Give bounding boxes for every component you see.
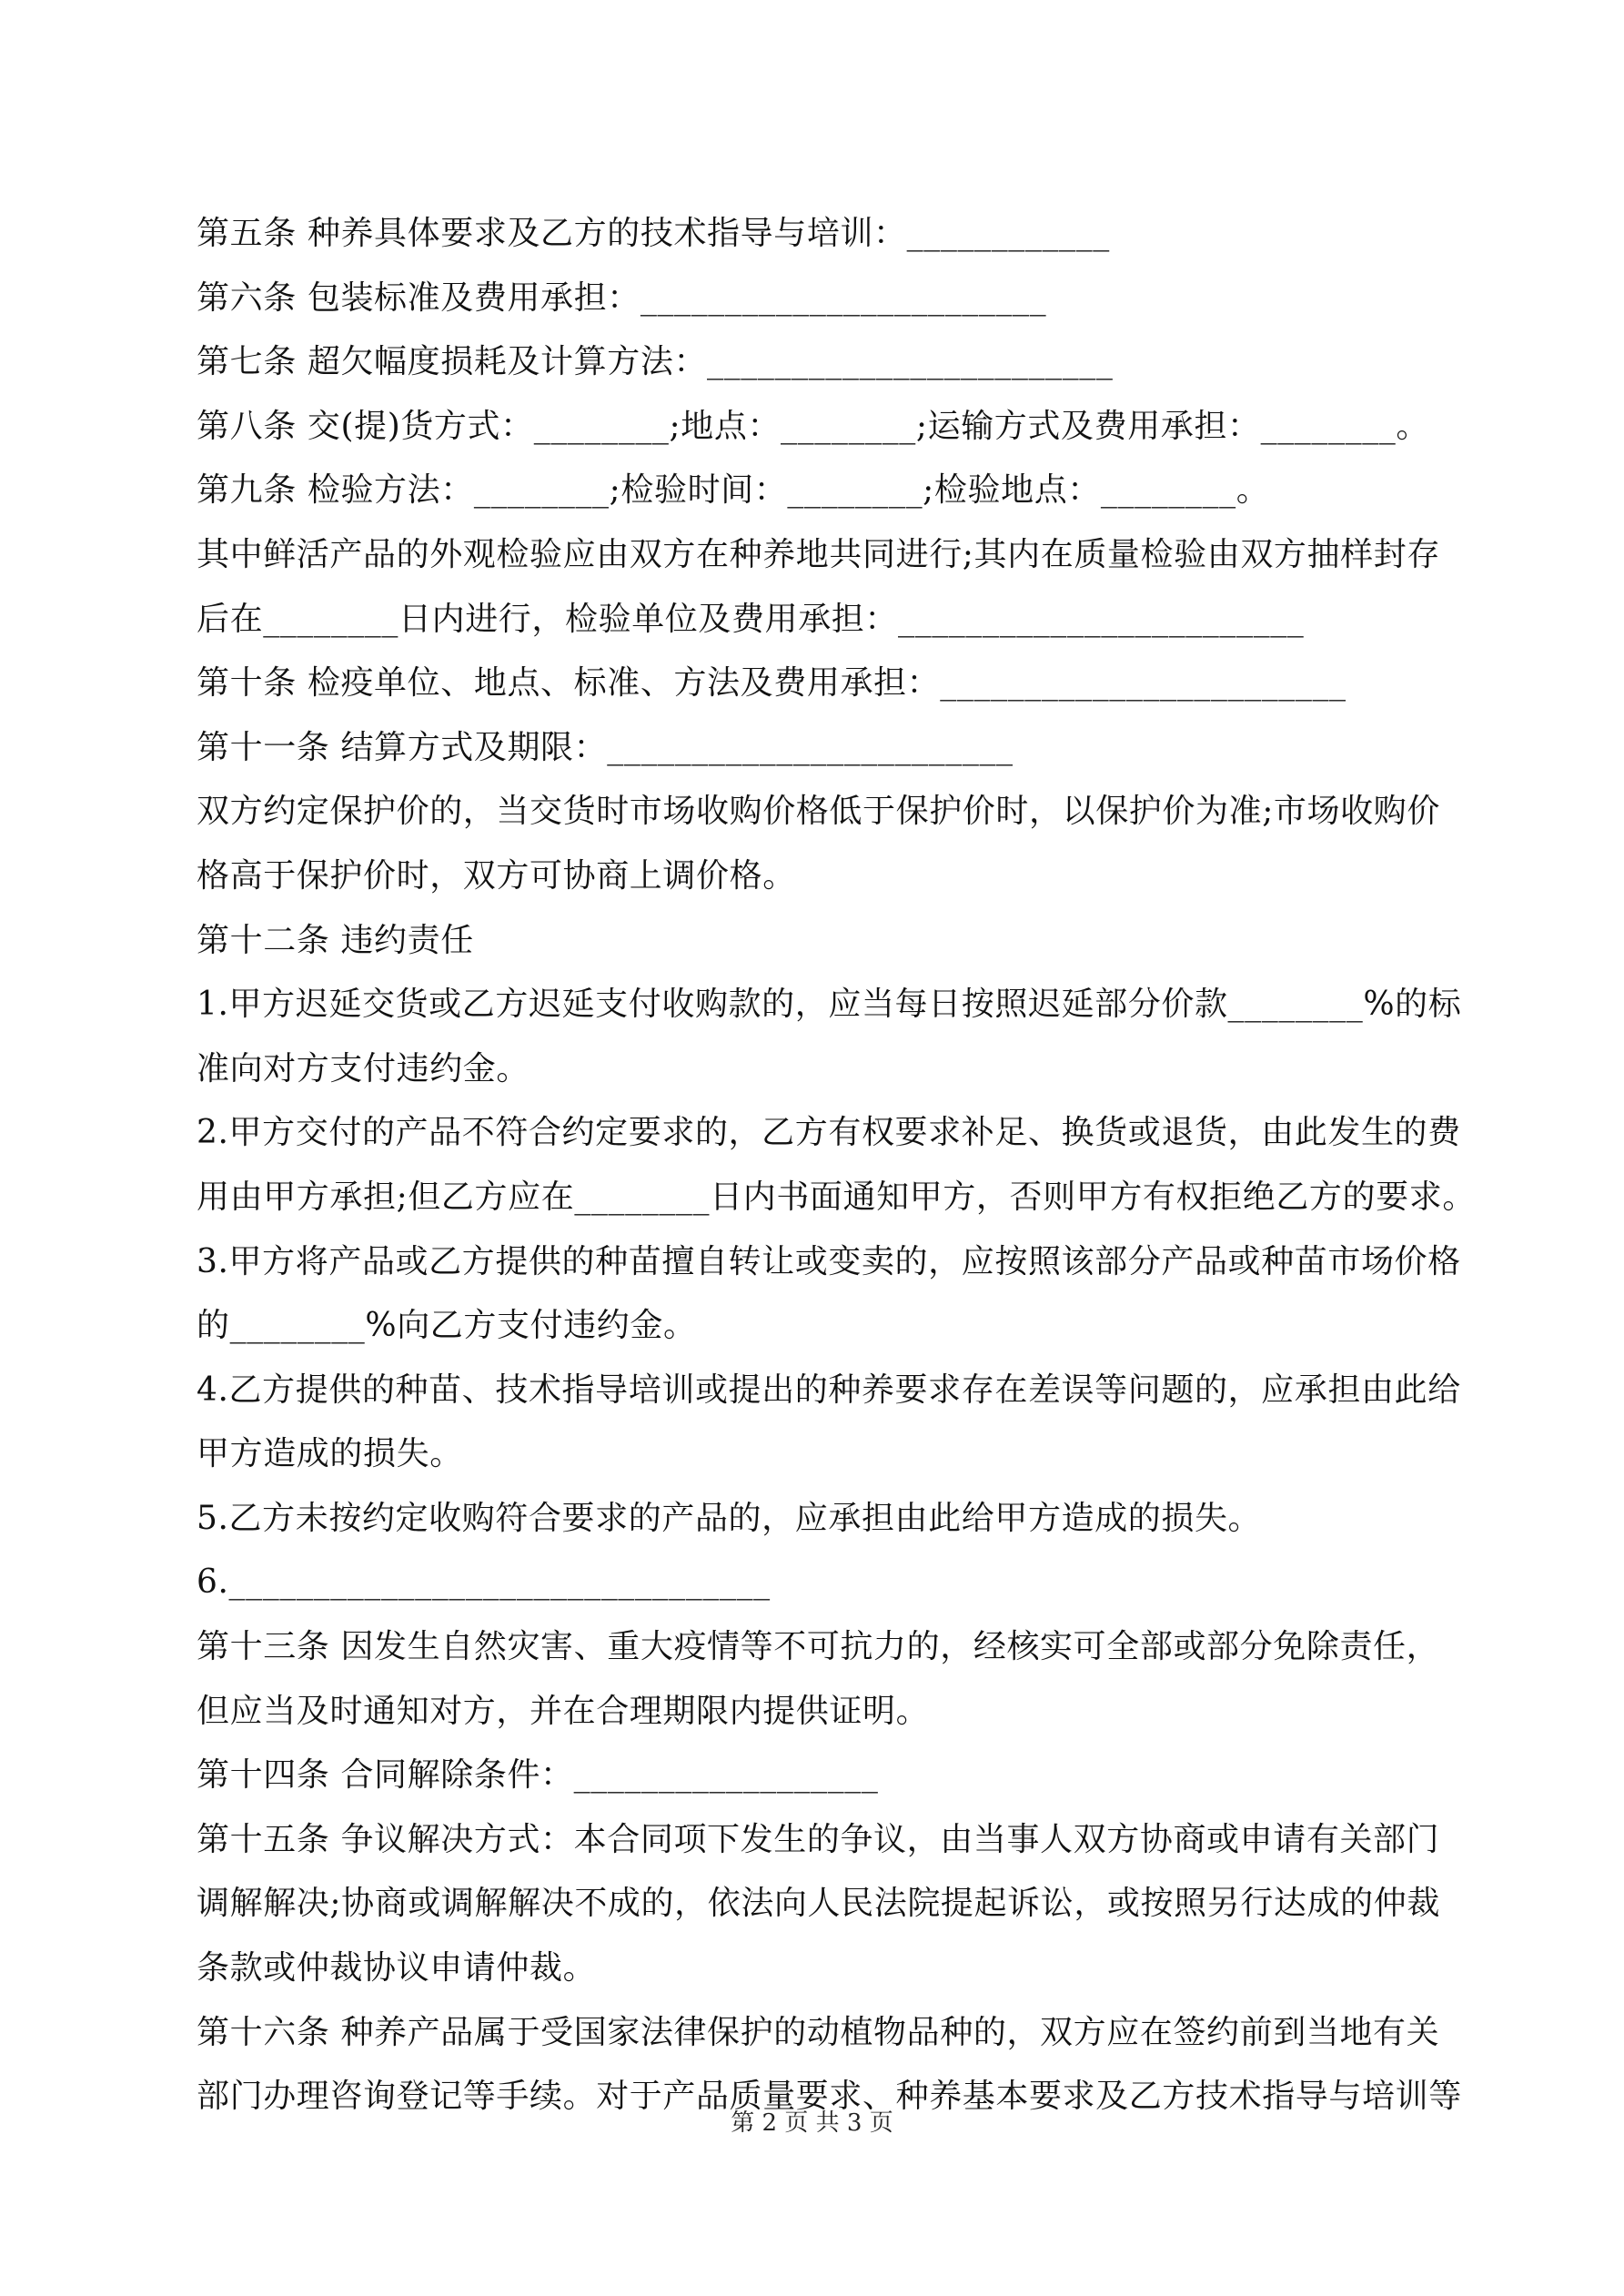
text-line: 调解解决;协商或调解解决不成的，依法向人民法院提起诉讼，或按照另行达成的仲裁: [197, 1885, 1440, 1923]
text-line: 5.乙方未按约定收购符合要求的产品的，应承担由此给甲方造成的损失。: [197, 1499, 1262, 1537]
text-line: 第十六条 种养产品属于受国家法律保护的动植物品种的，双方应在签约前到当地有关: [197, 2013, 1440, 2051]
text-line: 甲方造成的损失。: [197, 1435, 463, 1473]
text-line: 第十四条 合同解除条件：__________________: [197, 1756, 879, 1795]
text-line: 6.________________________________: [197, 1563, 771, 1602]
text-line: 其中鲜活产品的外观检验应由双方在种养地共同进行;其内在质量检验由双方抽样封存: [197, 535, 1440, 573]
page-footer: 第 2 页 共 3 页: [731, 2109, 893, 2137]
text-line: 准向对方支付违约金。: [197, 1049, 530, 1087]
text-line: 第六条 包装标准及费用承担：________________________: [197, 278, 1047, 317]
text-line: 第七条 超欠幅度损耗及计算方法：________________________: [197, 343, 1114, 381]
text-line: 3.甲方将产品或乙方提供的种苗擅自转让或变卖的，应按照该部分产品或种苗市场价格: [197, 1242, 1461, 1280]
document-body: [197, 202, 1476, 2129]
text-line: 第十一条 结算方式及期限：________________________: [197, 728, 1014, 766]
text-line: 第五条 种养具体要求及乙方的技术指导与培训：____________: [197, 215, 1110, 252]
text-line: 但应当及时通知对方，并在合理期限内提供证明。: [197, 1692, 930, 1730]
text-line: 4.乙方提供的种苗、技术指导培训或提出的种养要求存在差误等问题的，应承担由此给: [197, 1371, 1461, 1409]
text-line: 第十二条 违约责任: [197, 921, 474, 959]
text-line: 第十五条 争议解决方式：本合同项下发生的争议，由当事人双方协商或申请有关部门: [197, 1820, 1440, 1858]
text-line: 格高于保护价时，双方可协商上调价格。: [197, 856, 796, 895]
text-line: 双方约定保护价的，当交货时市场收购价格低于保护价时，以保护价为准;市场收购价: [197, 793, 1440, 831]
text-line: 后在________日内进行，检验单位及费用承担：________________________: [197, 600, 1305, 638]
text-line: 部门办理咨询登记等手续。对于产品质量要求、种养基本要求及乙方技术指导与培训等: [197, 2078, 1462, 2116]
text-line: 1.甲方迟延交货或乙方迟延支付收购款的，应当每日按照迟延部分价款________%的标: [197, 986, 1462, 1024]
text-line: 第八条 交(提)货方式：________;地点：________;运输方式及费用承担：________。: [197, 407, 1429, 445]
text-line: 2.甲方交付的产品不符合约定要求的，乙方有权要求补足、换货或退货，由此发生的费: [197, 1114, 1461, 1152]
text-line: 第十条 检疫单位、地点、标准、方法及费用承担：________________________: [197, 664, 1347, 703]
text-line: 条款或仲裁协议申请仲裁。: [197, 1949, 597, 1988]
text-line: 第十三条 因发生自然灾害、重大疫情等不可抗力的，经核实可全部或部分免除责任，: [197, 1628, 1440, 1666]
text-line: 第九条 检验方法：________;检验时间：________;检验地点：________。: [197, 471, 1270, 510]
text-line: 用由甲方承担;但乙方应在________日内书面通知甲方，否则甲方有权拒绝乙方的要求。: [197, 1178, 1476, 1216]
text-line: 的________%向乙方支付违约金。: [197, 1307, 697, 1345]
